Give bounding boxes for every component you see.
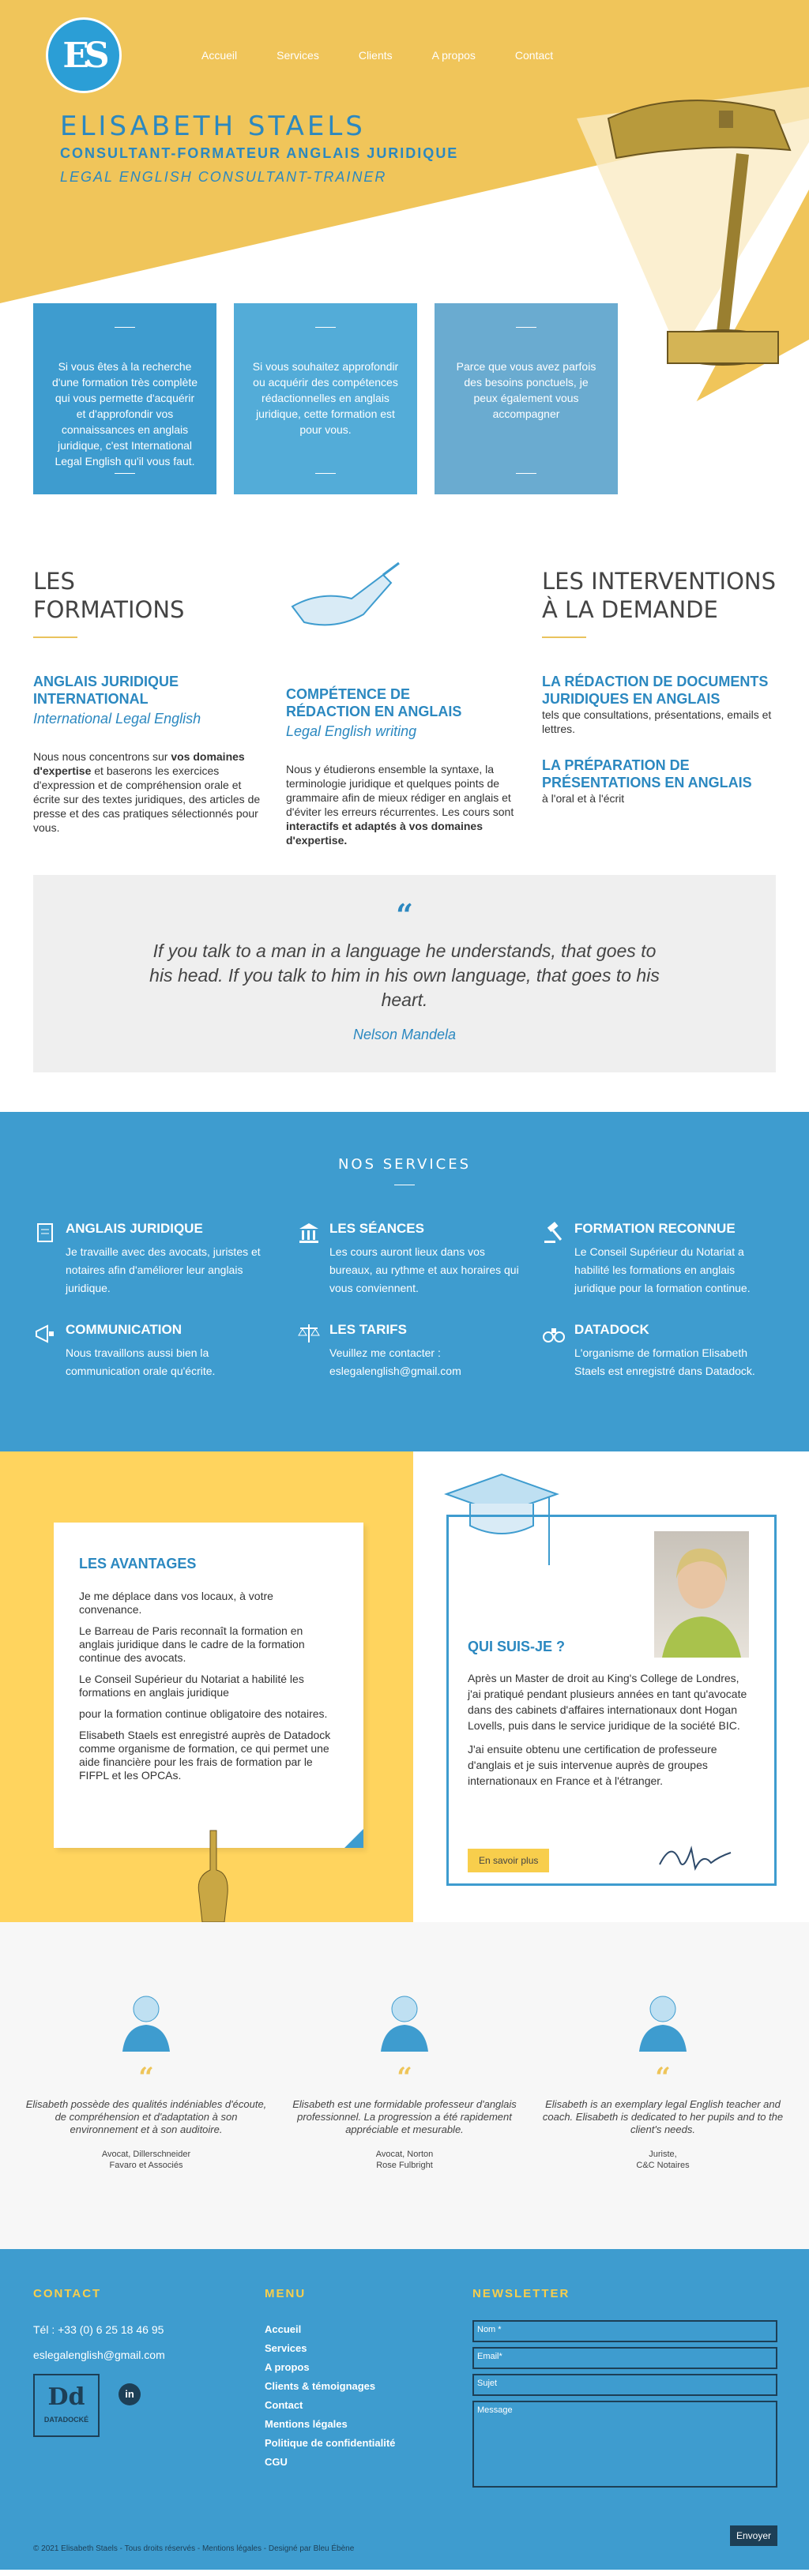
service-title: FORMATION RECONNUE <box>574 1221 736 1236</box>
testimonial-quote-mark: “ <box>655 2062 671 2093</box>
formations-middle <box>286 685 523 847</box>
nav-clients[interactable]: Clients <box>358 49 393 62</box>
lamp-illustration <box>585 95 809 387</box>
intervention-2-text: à l'oral et à l'écrit <box>542 792 625 805</box>
bio-paragraph: J'ai ensuite obtenu une certification de professeure d'anglais et je suis intervenue auprès de groupes internationaux en France et à l'étranger. <box>468 1743 717 1787</box>
formation-1-title: ANGLAIS JURIDIQUE INTERNATIONAL <box>33 674 179 707</box>
title-underline <box>33 636 77 638</box>
service-communication <box>33 1322 262 1380</box>
copyright: © 2021 Elisabeth Staels - Tous droits réservés - Mentions légales - Designé par Bleu Ébène <box>33 2544 355 2553</box>
subject-field[interactable]: Sujet <box>472 2374 777 2396</box>
service-text: L'organisme de formation Elisabeth Staels est enregistré dans Datadock. <box>574 1346 755 1377</box>
testimonial-author: Juriste, C&C Notaires <box>636 2150 690 2170</box>
pointing-hand-icon <box>193 1831 234 1922</box>
document-icon <box>33 1221 57 1245</box>
footer-link[interactable]: Clients & témoignages <box>265 2380 376 2392</box>
service-text: Je travaille avec des avocats, juristes et notaires afin d'améliorer leur anglais juridique. <box>66 1245 261 1294</box>
quote-box <box>33 875 776 1072</box>
service-seances <box>297 1221 526 1297</box>
advantage-item: Je me déplace dans vos locaux, à votre convenance. <box>79 1590 273 1616</box>
quote-author: Nelson Mandela <box>352 1027 457 1042</box>
portrait-illustration-icon <box>115 1988 178 2052</box>
footer-link[interactable]: Accueil <box>265 2323 302 2335</box>
testimonial-3 <box>540 1988 785 2171</box>
advantages-bio-section <box>0 1451 809 1922</box>
scales-icon <box>297 1322 321 1346</box>
send-button[interactable]: Envoyer <box>730 2525 777 2546</box>
newsletter-form <box>472 2320 777 2541</box>
interventions-title: LES INTERVENTIONS À LA DEMANDE <box>542 568 777 623</box>
testimonial-author: Avocat, Norton Rose Fulbright <box>375 2150 434 2170</box>
service-text: Les cours auront lieux dans vos bureaux, au rythme et aux horaires qui vous conviennent. <box>329 1245 519 1294</box>
nav-apropos[interactable]: A propos <box>431 49 476 62</box>
profile-photo <box>654 1531 749 1658</box>
service-title: ANGLAIS JURIDIQUE <box>66 1221 203 1236</box>
service-text: Nous travaillons aussi bien la communication orale qu'écrite. <box>66 1346 216 1377</box>
formations-title: LES FORMATIONS <box>33 568 185 623</box>
formation-2-subtitle: Legal English writing <box>286 723 417 739</box>
footer <box>0 2249 809 2570</box>
signature <box>656 1833 735 1880</box>
footer-email[interactable]: eslegalenglish@gmail.com <box>33 2349 165 2361</box>
datadock-badge: Dd DATADOCKÉ <box>33 2374 100 2437</box>
service-text: Le Conseil Supérieur du Notariat a habilité les formations en anglais juridique pour la formation continue. <box>574 1245 751 1294</box>
services-title: NOS SERVICES <box>337 1156 472 1173</box>
intervention-2-title: LA PRÉPARATION DE PRÉSENTATIONS EN ANGLAIS <box>542 757 752 790</box>
services-section <box>0 1112 809 1451</box>
intro-card-text: Parce que vous avez parfois des besoins ponctuels, je peux également vous accompagner <box>456 360 596 420</box>
interventions-right <box>542 567 779 805</box>
footer-link[interactable]: CGU <box>265 2456 288 2468</box>
service-anglais-juridique <box>33 1221 262 1297</box>
main-nav <box>201 49 593 62</box>
logo[interactable] <box>46 17 122 93</box>
service-title: LES SÉANCES <box>329 1221 424 1236</box>
footer-link[interactable]: Contact <box>265 2399 303 2411</box>
footer-link[interactable]: Mentions légales <box>265 2418 348 2430</box>
footer-link[interactable]: Politique de confidentialité <box>265 2437 396 2449</box>
intro-card-text: Si vous êtes à la recherche d'une formation très complète qui vous permette d'acquérir et d'approfondir vos connaissances en anglais juridique, c'est International Legal English qu'il vous faut. <box>52 360 198 468</box>
hero-name: ELISABETH STAELS <box>60 111 366 142</box>
hero-section <box>0 0 809 468</box>
footer-link[interactable]: Services <box>265 2342 307 2354</box>
advantages-title: LES AVANTAGES <box>79 1556 197 1572</box>
footer-phone[interactable]: Tél : +33 (0) 6 25 18 46 95 <box>33 2323 164 2336</box>
service-text[interactable]: Veuillez me contacter : eslegalenglish@gmail.com <box>329 1346 461 1377</box>
hero-subtitle: CONSULTANT-FORMATEUR ANGLAIS JURIDIQUE <box>60 145 459 161</box>
bio-body <box>468 1670 755 1797</box>
testimonial-text: Elisabeth est une formidable professeur d'anglais professionnel. La progression a été rapidement appréciable et mesurable. <box>292 2098 517 2135</box>
footer-newsletter-title: NEWSLETTER <box>472 2287 570 2300</box>
hero-subtitle-en: LEGAL ENGLISH CONSULTANT-TRAINER <box>60 169 387 185</box>
advantage-item: Elisabeth Staels est enregistré auprès de Datadock comme organisme de formation, ce qui permet une aide financière pour les frais de formation par le FIFPL et les OPCAs. <box>79 1729 331 1782</box>
portrait-illustration-icon <box>373 1988 436 2052</box>
advantages-box <box>54 1523 363 1848</box>
nav-services[interactable]: Services <box>277 49 319 62</box>
bio-title: QUI SUIS-JE ? <box>468 1639 566 1654</box>
formations-section <box>0 417 809 1112</box>
quote-text: If you talk to a man in a language he understands, that goes to his head. If you talk to him in his own language, that goes to his heart. <box>149 941 660 1010</box>
testimonial-1 <box>24 1988 269 2171</box>
title-underline <box>542 636 586 638</box>
nav-contact[interactable]: Contact <box>514 49 554 62</box>
advantage-item: pour la formation continue obligatoire des notaires. <box>79 1707 328 1720</box>
footer-menu <box>265 2320 395 2472</box>
linkedin-icon[interactable]: in <box>119 2383 141 2405</box>
service-datadock <box>542 1322 771 1380</box>
testimonial-quote-mark: “ <box>397 2062 412 2093</box>
writing-hand-icon <box>288 559 403 638</box>
service-title: COMMUNICATION <box>66 1322 182 1337</box>
testimonial-author: Avocat, Dillerschneider Favaro et Associés <box>101 2150 191 2170</box>
service-tarifs <box>297 1322 526 1380</box>
formation-2-text: Nous y étudierons ensemble la syntaxe, la terminologie juridique et quelques points de grammaire afin de mieux rédiger en anglais et d'éviter les erreurs récurrentes. Les cours sont interactifs et adaptés à vos domaines d'expertise. <box>286 763 514 847</box>
intervention-1-title: LA RÉDACTION DE DOCUMENTS JURIDIQUES EN ANGLAIS <box>542 674 769 707</box>
paper-fold <box>344 1829 363 1848</box>
megaphone-icon <box>33 1322 57 1346</box>
footer-menu-title: MENU <box>265 2287 307 2300</box>
gavel-icon <box>542 1221 566 1245</box>
binoculars-icon <box>542 1322 566 1346</box>
advantage-item: Le Conseil Supérieur du Notariat a habilité les formations en anglais juridique <box>79 1673 304 1699</box>
formation-2-title: COMPÉTENCE DE RÉDACTION EN ANGLAIS <box>286 686 462 719</box>
email-field[interactable]: Email* <box>472 2347 777 2369</box>
advantage-item: Le Barreau de Paris reconnaît la formation en anglais juridique dans le cadre de la formation continue des avocats. <box>79 1624 305 1664</box>
service-title: DATADOCK <box>574 1322 649 1337</box>
quote-mark: “ <box>396 897 413 933</box>
bio-paragraph: Après un Master de droit au King's College de Londres, j'ai pratiqué pendant plusieurs années en tant qu'avocate dans des cabinets d'affaires internationaux dont Hogan Lovells, puis dans le service juridique de la société BIC. <box>468 1672 747 1732</box>
testimonial-text: Elisabeth is an exemplary legal English teacher and coach. Elisabeth is dedicated to her pupils and to the client's needs. <box>542 2098 784 2135</box>
message-field[interactable]: Message <box>472 2401 777 2488</box>
name-field[interactable]: Nom * <box>472 2320 777 2342</box>
service-formation-reconnue <box>542 1221 779 1297</box>
bio-box <box>446 1515 777 1886</box>
footer-contact-title: CONTACT <box>33 2287 102 2300</box>
testimonial-2 <box>282 1988 527 2171</box>
intro-card-text: Si vous souhaitez approfondir ou acquérir des compétences rédactionnelles en anglais juridique, cette formation est pour vous. <box>252 360 399 436</box>
testimonial-text: Elisabeth possède des qualités indéniables d'écoute, de compréhension et d'adaptation à son environnement et à son auditoire. <box>25 2098 267 2135</box>
service-title: LES TARIFS <box>329 1322 407 1337</box>
formations-left <box>33 567 270 835</box>
formation-1-subtitle: International Legal English <box>33 711 201 727</box>
logo-text: ES <box>62 35 105 76</box>
nav-accueil[interactable]: Accueil <box>201 49 238 62</box>
intervention-1-text: tels que consultations, présentations, emails et lettres. <box>542 708 772 735</box>
formation-1-text: Nous nous concentrons sur vos domaines d'expertise et baserons les exercices d'expression et de compréhension orale et écrite sur des textes juridiques, des articles de presse et des cas pratiques sélectionnés pour vous. <box>33 750 261 834</box>
portrait-illustration-icon <box>631 1988 694 2052</box>
footer-link[interactable]: A propos <box>265 2361 310 2373</box>
building-icon <box>297 1221 321 1245</box>
testimonial-quote-mark: “ <box>138 2062 154 2093</box>
more-button[interactable]: En savoir plus <box>468 1849 549 1872</box>
testimonials-section <box>0 1922 809 2249</box>
